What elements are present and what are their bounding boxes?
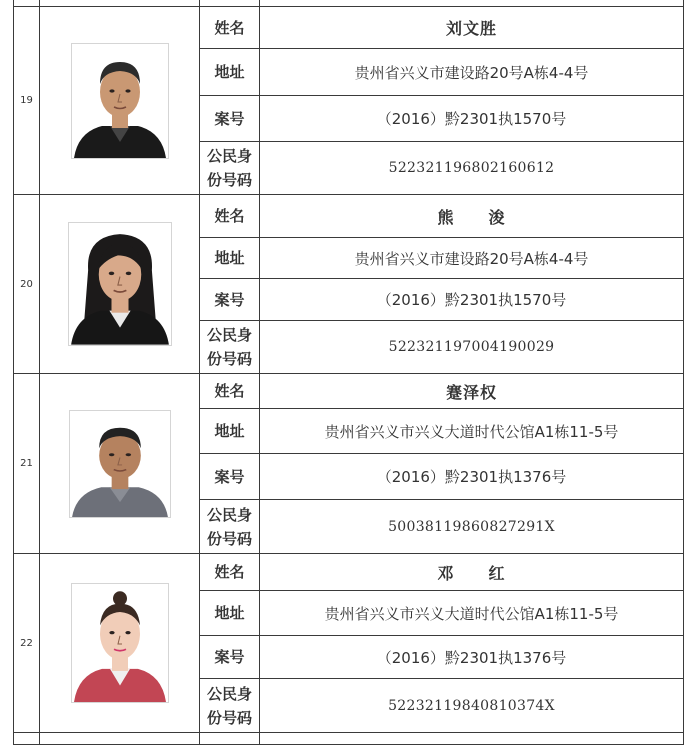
address-label: 地址	[200, 49, 260, 96]
person-name: 邓 红	[260, 554, 684, 591]
next-value-cell	[260, 733, 684, 745]
case-label: 案号	[200, 454, 260, 500]
next-label-cell	[200, 733, 260, 745]
record-index: 20	[14, 195, 40, 374]
address-label: 地址	[200, 409, 260, 454]
name-label: 姓名	[200, 195, 260, 238]
left-eye	[108, 272, 114, 275]
next-index-cell	[14, 733, 40, 745]
case-label: 案号	[200, 636, 260, 679]
id-label-line1: 公民身	[206, 147, 252, 165]
case-label: 案号	[200, 279, 260, 321]
portrait-photo	[69, 410, 171, 518]
id-label	[200, 142, 260, 195]
left-eye	[108, 453, 113, 456]
id-label-line2: 份号码	[206, 529, 252, 548]
right-eye	[125, 272, 131, 275]
address-value: 贵州省兴义市兴义大道时代公馆A1栋11-5号	[260, 591, 684, 636]
right-eye	[125, 89, 130, 92]
address-value: 贵州省兴义市兴义大道时代公馆A1栋11-5号	[260, 409, 684, 454]
right-eye	[125, 453, 130, 456]
id-number: 522321197004190029	[260, 321, 684, 374]
case-number: （2016）黔2301执1570号	[260, 96, 684, 142]
left-eye	[109, 89, 114, 92]
person-name: 熊 浚	[260, 195, 684, 238]
id-label	[200, 500, 260, 554]
id-number: 52232119840810374X	[260, 679, 684, 733]
id-label-line1: 公民身	[206, 326, 252, 344]
address-value: 贵州省兴义市建设路20号A栋4-4号	[260, 49, 684, 96]
record-19-name-row	[14, 7, 684, 49]
case-label: 案号	[200, 96, 260, 142]
record-photo-cell	[40, 7, 200, 195]
next-photo-cell	[40, 733, 200, 745]
record-21-name-row	[14, 374, 684, 409]
record-20-name-row	[14, 195, 684, 238]
record-index: 19	[14, 7, 40, 195]
person-name: 刘文胜	[260, 7, 684, 49]
case-number: （2016）黔2301执1376号	[260, 636, 684, 679]
id-label-line2: 份号码	[206, 708, 252, 727]
record-photo-cell	[40, 195, 200, 374]
id-number: 50038119860827291X	[260, 500, 684, 554]
case-number: （2016）黔2301执1376号	[260, 454, 684, 500]
next-record-sliver	[14, 733, 684, 745]
record-photo-cell	[40, 374, 200, 554]
record-photo-cell	[40, 554, 200, 733]
id-label-line1: 公民身	[206, 684, 252, 703]
id-label	[200, 679, 260, 733]
debtor-table	[13, 0, 684, 745]
address-label: 地址	[200, 238, 260, 279]
record-index: 21	[14, 374, 40, 554]
person-name: 蹇泽权	[260, 374, 684, 409]
portrait-photo	[71, 43, 169, 159]
record-22-name-row	[14, 554, 684, 591]
address-value: 贵州省兴义市建设路20号A栋4-4号	[260, 238, 684, 279]
left-eye	[109, 631, 114, 634]
portrait-photo	[68, 222, 172, 346]
record-index: 22	[14, 554, 40, 733]
case-number: （2016）黔2301执1570号	[260, 279, 684, 321]
id-label-line2: 份号码	[206, 350, 252, 368]
id-label	[200, 321, 260, 374]
id-label-line1: 公民身	[206, 505, 252, 524]
portrait-photo	[71, 583, 169, 703]
right-eye	[125, 631, 130, 634]
address-label: 地址	[200, 591, 260, 636]
id-label-line2: 份号码	[206, 171, 252, 189]
hair-bun	[113, 591, 127, 605]
name-label: 姓名	[200, 374, 260, 409]
name-label: 姓名	[200, 554, 260, 591]
id-number: 522321196802160612	[260, 142, 684, 195]
name-label: 姓名	[200, 7, 260, 49]
